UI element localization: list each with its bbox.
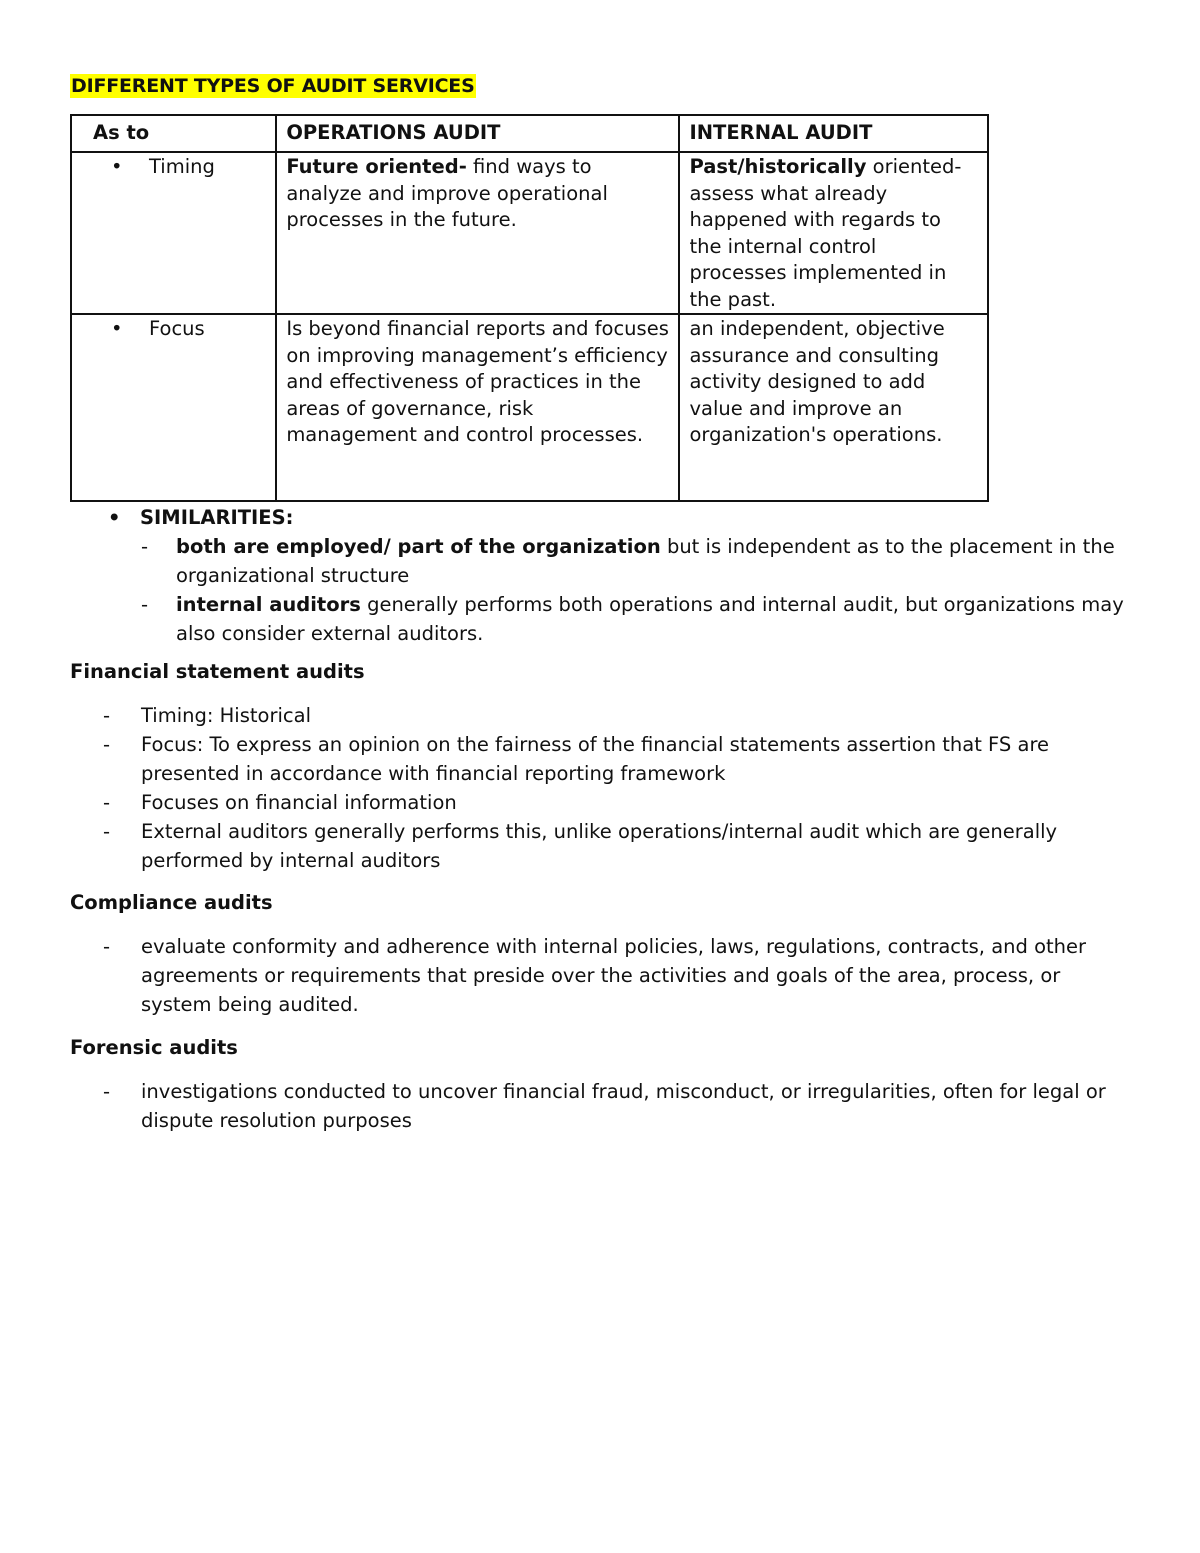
operations-timing-text: find ways to analyze and improve operational processes in the future. [286, 155, 608, 231]
bullet-icon: • [111, 155, 123, 178]
operations-focus-cell [276, 314, 679, 501]
financial-list [70, 701, 1130, 875]
bullet-icon: • [108, 506, 121, 529]
list-item: - Focuses on financial information [70, 788, 1130, 817]
internal-timing-text: oriented- assess what already happened with regards to the internal control processes implemented in the past. [689, 155, 962, 311]
internal-timing-cell [679, 152, 988, 314]
row-label-cell [71, 314, 276, 501]
dash-icon: - [103, 820, 111, 843]
row-label-cell [71, 152, 276, 314]
forensic-audits-section [70, 1033, 1130, 1135]
dash-icon: - [103, 1080, 111, 1103]
dash-icon: - [103, 791, 111, 814]
header-operations-audit: OPERATIONS AUDIT [276, 115, 679, 152]
internal-focus-text: an independent, objective assurance and consulting activity designed to add value and improve an organization's operations. [689, 317, 945, 446]
row-label: Focus [149, 317, 205, 340]
operations-focus-text: Is beyond financial reports and focuses on improving management’s efficiency and effectiveness of practices in the areas of governance, risk management and control processes. [286, 317, 669, 446]
similarities-list [108, 532, 1138, 648]
compliance-list [70, 932, 1130, 1019]
similarities-section [108, 503, 1138, 648]
section-heading: Compliance audits [70, 891, 273, 914]
list-item: - Timing: Historical [70, 701, 1130, 730]
table-row-focus [71, 314, 988, 501]
dash-icon: - [141, 593, 149, 616]
comparison-table [70, 114, 989, 502]
list-item: - both are employed/ part of the organization but is independent as to the placement in the organizational structure [108, 532, 1138, 590]
compliance-audits-section [70, 888, 1130, 1019]
list-item: - Focus: To express an opinion on the fairness of the financial statements assertion that FS are presented in accordance with financial reporting framework [70, 730, 1130, 788]
section-heading: Forensic audits [70, 1036, 238, 1059]
list-item: - investigations conducted to uncover financial fraud, misconduct, or irregularities, often for legal or dispute resolution purposes [70, 1077, 1130, 1135]
internal-timing-term: Past/historically [689, 155, 867, 178]
header-internal-audit: INTERNAL AUDIT [679, 115, 988, 152]
row-label: Timing [149, 155, 215, 178]
table-header-row [71, 115, 988, 152]
table-row-timing [71, 152, 988, 314]
dash-icon: - [103, 733, 111, 756]
header-as-to: As to [71, 115, 276, 152]
document-title: DIFFERENT TYPES OF AUDIT SERVICES [71, 75, 475, 97]
list-item: - evaluate conformity and adherence with internal policies, laws, regulations, contracts, and other agreements or requirements that preside over the activities and goals of the area, process, or system being audited. [70, 932, 1130, 1019]
internal-focus-cell [679, 314, 988, 501]
bullet-icon: • [111, 317, 123, 340]
financial-statement-audits-section [70, 657, 1130, 875]
list-item: - External auditors generally performs this, unlike operations/internal audit which are generally performed by internal auditors [70, 817, 1130, 875]
operations-timing-term: Future oriented- [286, 155, 467, 178]
dash-icon: - [141, 535, 149, 558]
list-item: - internal auditors generally performs both operations and internal audit, but organizations may also consider external auditors. [108, 590, 1138, 648]
similarities-heading: • SIMILARITIES: [108, 503, 1138, 532]
dash-icon: - [103, 935, 111, 958]
section-heading: Financial statement audits [70, 660, 365, 683]
operations-timing-cell [276, 152, 679, 314]
forensic-list [70, 1077, 1130, 1135]
dash-icon: - [103, 704, 111, 727]
